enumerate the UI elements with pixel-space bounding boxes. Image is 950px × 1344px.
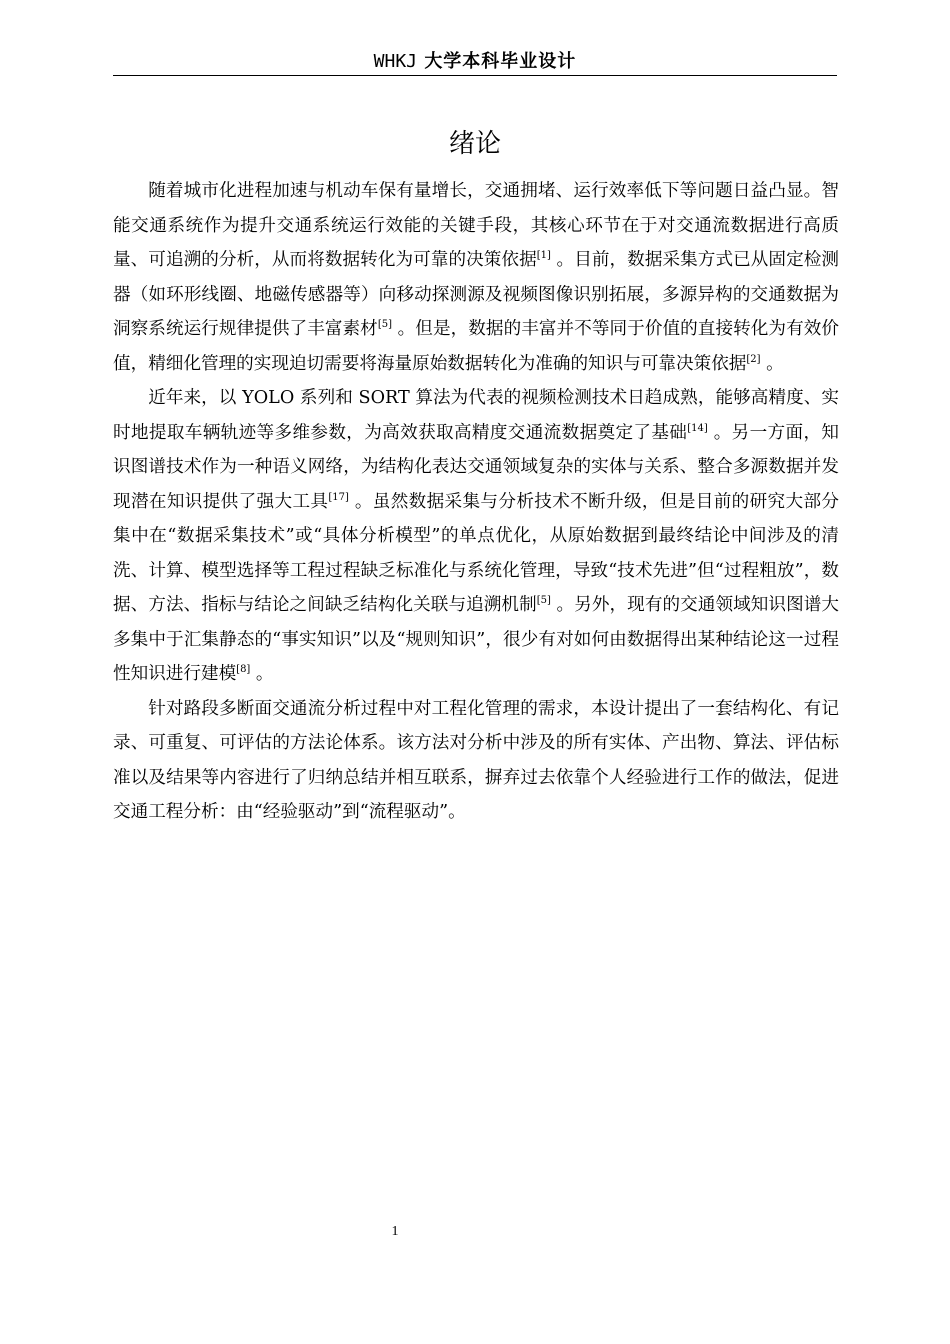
citation: [5] [536, 595, 551, 607]
text-run: 。虽然数据采集与分析技术不断升级，但是目前的研究大部分集中在“数据采集技术”或“具体分析模型”的单点优化，从原始数据到最终结论中间涉及的清洗、计算、模型选择等工程过程缺乏标准化与系统化管理，导致“技术先进”但“过程粗放”，数据、方法、指标与结论之间缺乏结构化关联与追溯机制 [113, 491, 839, 615]
citation: [17] [328, 491, 349, 503]
text-run: 。另一方面，知识图谱技术作为一种语义网络，为结构化表达交通领域复杂的实体与关系、整合多源数据并发现潜在知识提供了强大工具 [113, 422, 839, 512]
text-run: 针对路段多断面交通流分析过程中对工程化管理的需求，本设计提出了一套结构化、有记录、可重复、可评估的方法论体系。该方法对分析中涉及的所有实体、产出物、算法、评估标准以及结果等内容进行了归纳总结并相互联系，摒弃过去依靠个人经验进行工作的做法，促进交通工程分析：由“经验驱动”到“流程驱动”。 [113, 698, 839, 822]
text-run: 。目前，数据采集方式已从固定检测器（如环形线圈、地磁传感器等）向移动探测源及视频图像识别拓展，多源异构的交通数据为洞察系统运行规律提供了丰富素材 [113, 250, 839, 339]
citation: [2] [746, 353, 761, 365]
citation: [14] [687, 422, 708, 434]
body-text [113, 174, 839, 830]
text-run: 近年来，以 YOLO 系列和 SORT 算法为代表的视频检测技术日趋成熟，能够高精度、实时地提取车辆轨迹等多维参数，为高效获取高精度交通流数据奠定了基础 [113, 388, 839, 443]
paragraph-2 [113, 381, 839, 692]
citation: [5] [377, 319, 392, 331]
header-rule [113, 75, 837, 76]
page-number: 1 [391, 1224, 399, 1239]
section-title: 绪论 [448, 129, 501, 159]
paragraph-3 [113, 692, 839, 830]
paragraph-1 [113, 174, 839, 381]
text-run: 。另外，现有的交通领域知识图谱大多集中于汇集静态的“事实知识”以及“规则知识”，很少有对如何由数据得出某种结论这一过程性知识进行建模 [113, 595, 839, 684]
citation: [8] [236, 664, 251, 676]
citation: [1] [536, 250, 551, 262]
text-run: 随着城市化进程加速与机动车保有量增长，交通拥堵、运行效率低下等问题日益凸显。智能交通系统作为提升交通系统运行效能的关键手段，其核心环节在于对交通流数据进行高质量、可追溯的分析，从而将数据转化为可靠的决策依据 [113, 181, 839, 270]
text-run: 。 [760, 353, 784, 374]
header-title: 大学本科毕业设计 [424, 51, 577, 72]
page-header [113, 50, 837, 74]
text-run: 。但是，数据的丰富并不等同于价值的直接转化为有效价值，精细化管理的实现迫切需要将海量原始数据转化为准确的知识与可靠决策依据 [113, 319, 839, 374]
text-run: 。 [250, 664, 274, 684]
header-brand: WHKJ [373, 51, 418, 72]
